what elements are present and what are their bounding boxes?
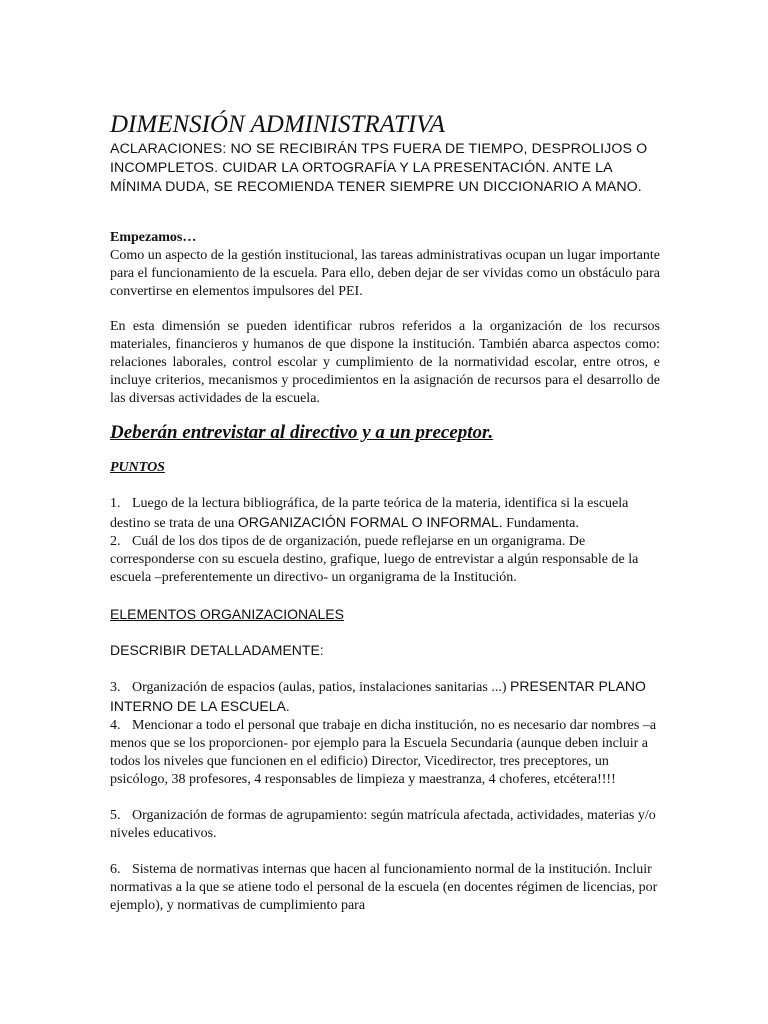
intro-paragraph-2: En esta dimensión se pueden identificar rubros referidos a la organización de los recursos materiales, financieros y humanos de que dispone la institución. También abarca aspectos como: relaciones laborales, control escolar y cumplimiento de la normatividad escolar, entre otros, e incluye criterios, mecanismos y procedimientos en la asignación de recursos para el desarrollo de las diversas actividades de la escuela. <box>110 319 660 406</box>
item-emphasis: ORGANIZACIÓN FORMAL O INFORMAL. <box>237 514 503 531</box>
list-item-1 <box>110 495 660 533</box>
item-number: 4. <box>110 718 121 734</box>
intro-paragraph-1: Como un aspecto de la gestión institucional, las tareas administrativas ocupan un lugar importante para el funcionamiento de la escuela. Para ello, deben dejar de ser vividas como un obstáculo para convertirse en elementos impulsores del PEI. <box>110 248 660 299</box>
list-item-6 <box>110 861 660 915</box>
item-emphasis: PRESENTAR PLANO INTERNO DE LA ESCUELA. <box>110 678 646 715</box>
list-item-5 <box>110 807 660 843</box>
elementos-heading: ELEMENTOS ORGANIZACIONALES <box>110 606 344 623</box>
item-text: Sistema de normativas internas que hacen al funcionamiento normal de la institución. Incluir normativas a la que se atiene todo el personal de la escuela (en docentes régimen de licencias, por ejemplo), y normativas de cumplimiento para <box>110 862 658 914</box>
document-page <box>110 110 660 915</box>
item-text: Organización de formas de agrupamiento: según matrícula afectada, actividades, materias y/o niveles educativos. <box>110 808 656 842</box>
list-item-3 <box>110 677 660 717</box>
item-text: Mencionar a todo el personal que trabaje en dicha institución, no es necesario dar nombres –a menos que se los proporcionen- por ejemplo para la Escuela Secundaria (aunque deben incluir a todos los niveles que funcionen en el edificio) Director, Vicedirector, tres preceptores, un psicólogo, 38 profesores, 4 responsables de limpieza y maestranza, 4 choferes, etcétera!!!! <box>110 718 657 788</box>
item-number: 1. <box>110 496 121 512</box>
list-item-4 <box>110 717 660 789</box>
item-number: 6. <box>110 862 121 878</box>
aclaraciones-note: ACLARACIONES: NO SE RECIBIRÁN TPS FUERA DE TIEMPO, DESPROLIJOS O INCOMPLETOS. CUIDAR LA ORTOGRAFÍA Y LA PRESENTACIÓN. ANTE LA MÍNIMA DUDA, SE RECOMIENDA TENER SIEMPRE UN DICCIONARIO A MANO. <box>110 141 648 195</box>
puntos-label: PUNTOS <box>110 460 165 476</box>
item-text: Cuál de los dos tipos de de organización, puede reflejarse en un organigrama. De corresponderse con su escuela destino, grafique, luego de entrevistar a algún responsable de la escuela –preferentemente un directivo- un organigrama de la Institución. <box>110 534 639 586</box>
list-item-2 <box>110 533 660 587</box>
describir-heading: DESCRIBIR DETALLADAMENTE: <box>110 642 324 659</box>
item-text: Luego de la lectura bibliográfica, de la parte teórica de la materia, identifica si la escuela destino se trata de una <box>110 496 629 532</box>
intro-lead: Empezamos… <box>110 230 197 245</box>
item-number: 3. <box>110 680 121 696</box>
item-number: 2. <box>110 534 121 550</box>
item-number: 5. <box>110 808 121 824</box>
item-text: Organización de espacios (aulas, patios, instalaciones sanitarias ...) <box>132 680 511 696</box>
item-text-end: Fundamenta. <box>502 516 579 532</box>
document-title: DIMENSIÓN ADMINISTRATIVA <box>110 111 445 138</box>
interview-subtitle: Deberán entrevistar al directivo y a un preceptor. <box>110 422 494 444</box>
